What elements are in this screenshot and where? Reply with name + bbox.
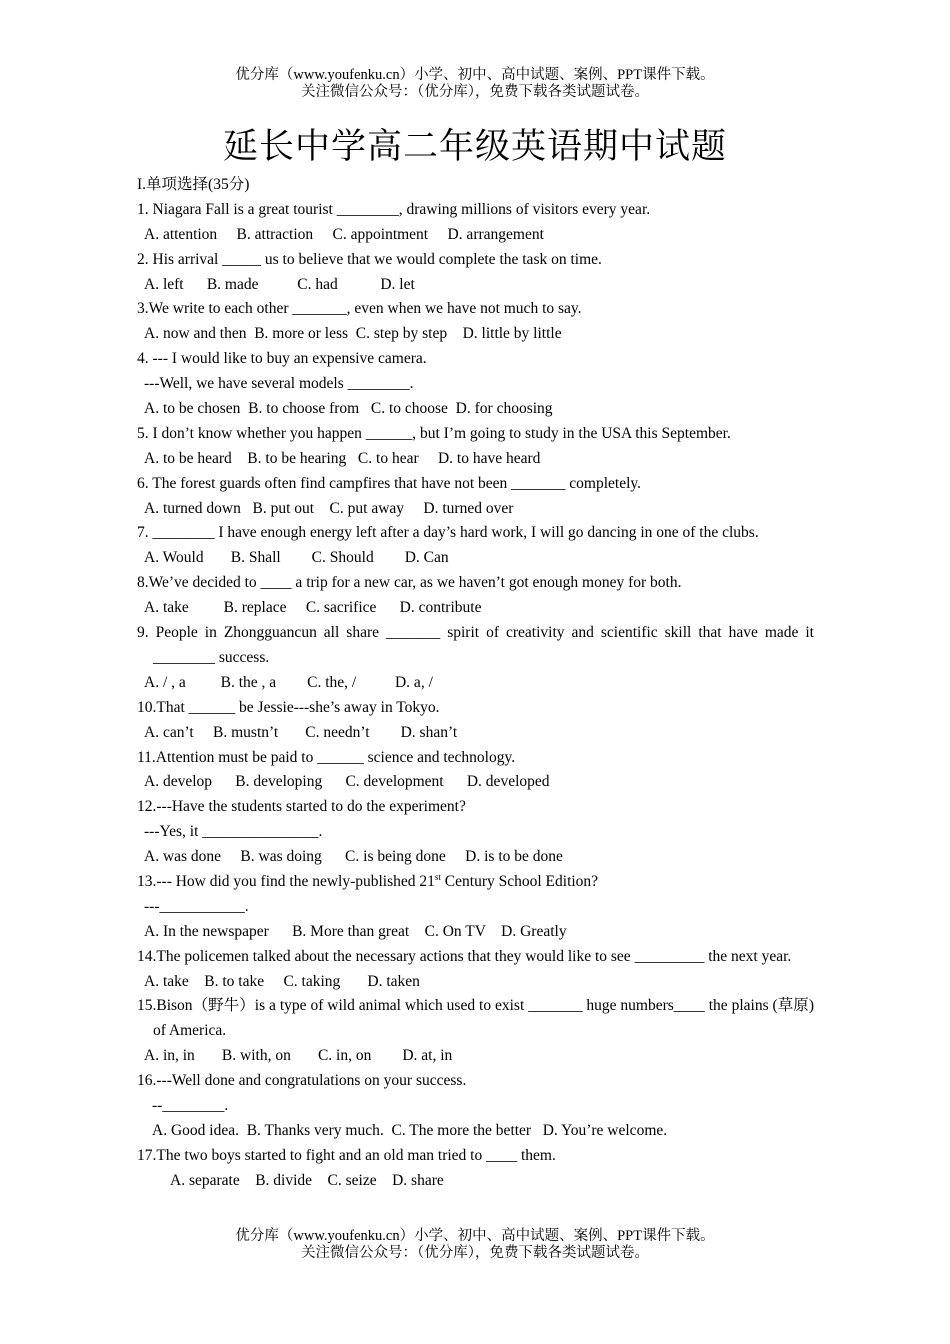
question-2-stem: 2. His arrival _____ us to believe that we would complete the task on time. xyxy=(137,250,602,268)
question-5-stem: 5. I don’t know whether you happen ______, but I’m going to study in the USA this September. xyxy=(137,424,731,442)
question-15-stem: 15.Bison（野牛）is a type of wild animal which used to exist _______ huge numbers____ the plains (草原) of America. xyxy=(137,997,814,1040)
question-3-stem: 3.We write to each other _______, even when we have not much to say. xyxy=(137,300,582,318)
footer-line-2: 关注微信公众号：（优分库），免费下载各类试题试卷。 xyxy=(301,1245,649,1261)
page-title: 延长中学高二年级英语期中试题 xyxy=(222,127,727,166)
question-6-options: A. turned down B. put out C. put away D. turned over xyxy=(144,499,514,517)
question-14-stem: 14.The policemen talked about the necessary actions that they would like to see _________ the next year. xyxy=(137,947,792,965)
question-16-options: A. Good idea. B. Thanks very much. C. The more the better D. You’re welcome. xyxy=(152,1121,668,1139)
question-11-options: A. develop B. developing C. development D. developed xyxy=(144,773,550,791)
question-16-reply: --________. xyxy=(152,1097,229,1115)
page-header-top xyxy=(0,67,950,101)
question-15-options: A. in, in B. with, on C. in, on D. at, in xyxy=(144,1047,453,1065)
question-3-options: A. now and then B. more or less C. step by step D. little by little xyxy=(144,325,562,343)
question-13-stem-before: 13.--- How did you find the newly-published 21 xyxy=(137,872,435,890)
question-17-options: A. separate B. divide C. seize D. share xyxy=(170,1171,444,1189)
question-14-options: A. take B. to take C. taking D. taken xyxy=(144,972,420,990)
question-9-options: A. / , a B. the , a C. the, / D. a, / xyxy=(144,673,433,691)
question-8-stem: 8.We’ve decided to ____ a trip for a new car, as we haven’t got enough money for both. xyxy=(137,574,682,592)
question-1-stem: 1. Niagara Fall is a great tourist ________, drawing millions of visitors every year. xyxy=(137,200,651,218)
question-11-stem: 11.Attention must be paid to ______ science and technology. xyxy=(137,748,516,766)
header-line-1: 优分库（www.youfenku.cn）小学、初中、高中试题、案例、PPT课件下载。 xyxy=(235,67,715,83)
question-13-stem-superscript: st xyxy=(434,871,441,882)
footer-line-1: 优分库（www.youfenku.cn）小学、初中、高中试题、案例、PPT课件下载。 xyxy=(235,1228,715,1244)
question-7-stem: 7. ________ I have enough energy left after a day’s hard work, I will go dancing in one of the clubs. xyxy=(137,524,759,542)
question-13-stem-after: Century School Edition? xyxy=(440,872,599,890)
question-10-options: A. can’t B. mustn’t C. needn’t D. shan’t xyxy=(144,723,458,741)
section-heading: I.单项选择(35分) xyxy=(137,176,250,193)
question-7-options: A. Would B. Shall C. Should D. Can xyxy=(144,549,449,567)
question-12-options: A. was done B. was doing C. is being done D. is to be done xyxy=(144,848,563,866)
question-6-stem: 6. The forest guards often find campfires that have not been _______ completely. xyxy=(137,474,642,492)
question-4-reply: ---Well, we have several models ________. xyxy=(144,375,414,393)
question-4-options: A. to be chosen B. to choose from C. to choose D. for choosing xyxy=(144,400,553,418)
question-1-options: A. attention B. attraction C. appointment D. arrangement xyxy=(144,225,544,243)
question-4-stem: 4. --- I would like to buy an expensive camera. xyxy=(137,350,427,368)
question-16-stem: 16.---Well done and congratulations on your success. xyxy=(137,1072,467,1090)
question-13-options: A. In the newspaper B. More than great C. On TV D. Greatly xyxy=(144,922,567,940)
header-line-2: 关注微信公众号：（优分库），免费下载各类试题试卷。 xyxy=(301,84,649,100)
question-10-stem: 10.That ______ be Jessie---she’s away in Tokyo. xyxy=(137,698,440,716)
exam-content xyxy=(137,173,814,1194)
question-5-options: A. to be heard B. to be hearing C. to hear D. to have heard xyxy=(144,449,541,467)
question-2-options: A. left B. made C. had D. let xyxy=(144,275,415,293)
question-12-stem: 12.---Have the students started to do the experiment? xyxy=(137,798,466,816)
question-8-options: A. take B. replace C. sacrifice D. contribute xyxy=(144,599,482,617)
question-13-stem xyxy=(137,870,814,895)
page-footer xyxy=(0,1228,950,1262)
question-12-reply: ---Yes, it _______________. xyxy=(144,823,323,841)
question-17-stem: 17.The two boys started to fight and an old man tried to ____ them. xyxy=(137,1146,556,1164)
question-9-stem: 9. People in Zhongguancun all share _______ spirit of creativity and scientific skill that have made it ________ success. xyxy=(137,624,814,666)
question-13-reply: ---___________. xyxy=(144,897,249,915)
